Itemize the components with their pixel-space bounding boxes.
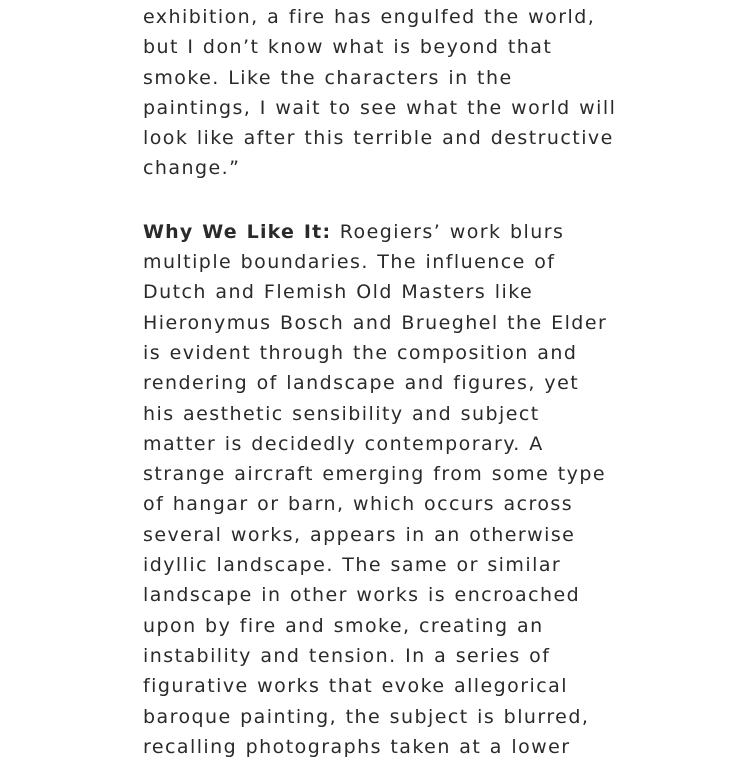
text-line: look like after this terrible and destructive (143, 127, 614, 150)
text-line: Dutch and Flemish Old Masters like (143, 281, 534, 304)
quote-paragraph (143, 2, 617, 184)
text-line: is evident through the composition and (143, 341, 578, 364)
text-line: Hieronymus Bosch and Brueghel the Elder (143, 311, 608, 334)
text-line: multiple boundaries. The influence of (143, 251, 556, 274)
text-line: rendering of landscape and figures, yet (143, 372, 580, 395)
why-we-like-it-label: Why We Like It: (143, 220, 332, 243)
text-line: paintings, I wait to see what the world will (143, 96, 617, 119)
text-line: landscape in other works is encroached (143, 584, 581, 607)
text-line: of hangar or barn, which occurs across (143, 493, 574, 516)
text-line: his aesthetic sensibility and subject (143, 402, 540, 425)
text-line: but I don’t know what is beyond that (143, 36, 553, 59)
text-line: baroque painting, the subject is blurred, (143, 705, 590, 728)
text-line: idyllic landscape. The same or similar (143, 554, 562, 577)
why-we-like-it-paragraph (143, 217, 613, 762)
article-body (143, 0, 617, 762)
text-line: change.” (143, 157, 241, 180)
text-line: strange aircraft emerging from some type (143, 463, 607, 486)
text-line: instability and tension. In a series of (143, 644, 551, 667)
text-fragment: Roegiers’ work blurs (331, 220, 565, 243)
text-line: smoke. Like the characters in the (143, 66, 513, 89)
text-line: figurative works that evoke allegorical (143, 675, 568, 698)
text-line: recalling photographs taken at a lower (143, 735, 571, 758)
text-line: matter is decidedly contemporary. A (143, 432, 544, 455)
paragraph-gap (143, 184, 613, 217)
text-line (143, 217, 613, 247)
text-line: exhibition, a fire has engulfed the world, (143, 6, 596, 28)
text-line: several works, appears in an otherwise (143, 523, 576, 546)
text-line: upon by fire and smoke, creating an (143, 614, 544, 637)
